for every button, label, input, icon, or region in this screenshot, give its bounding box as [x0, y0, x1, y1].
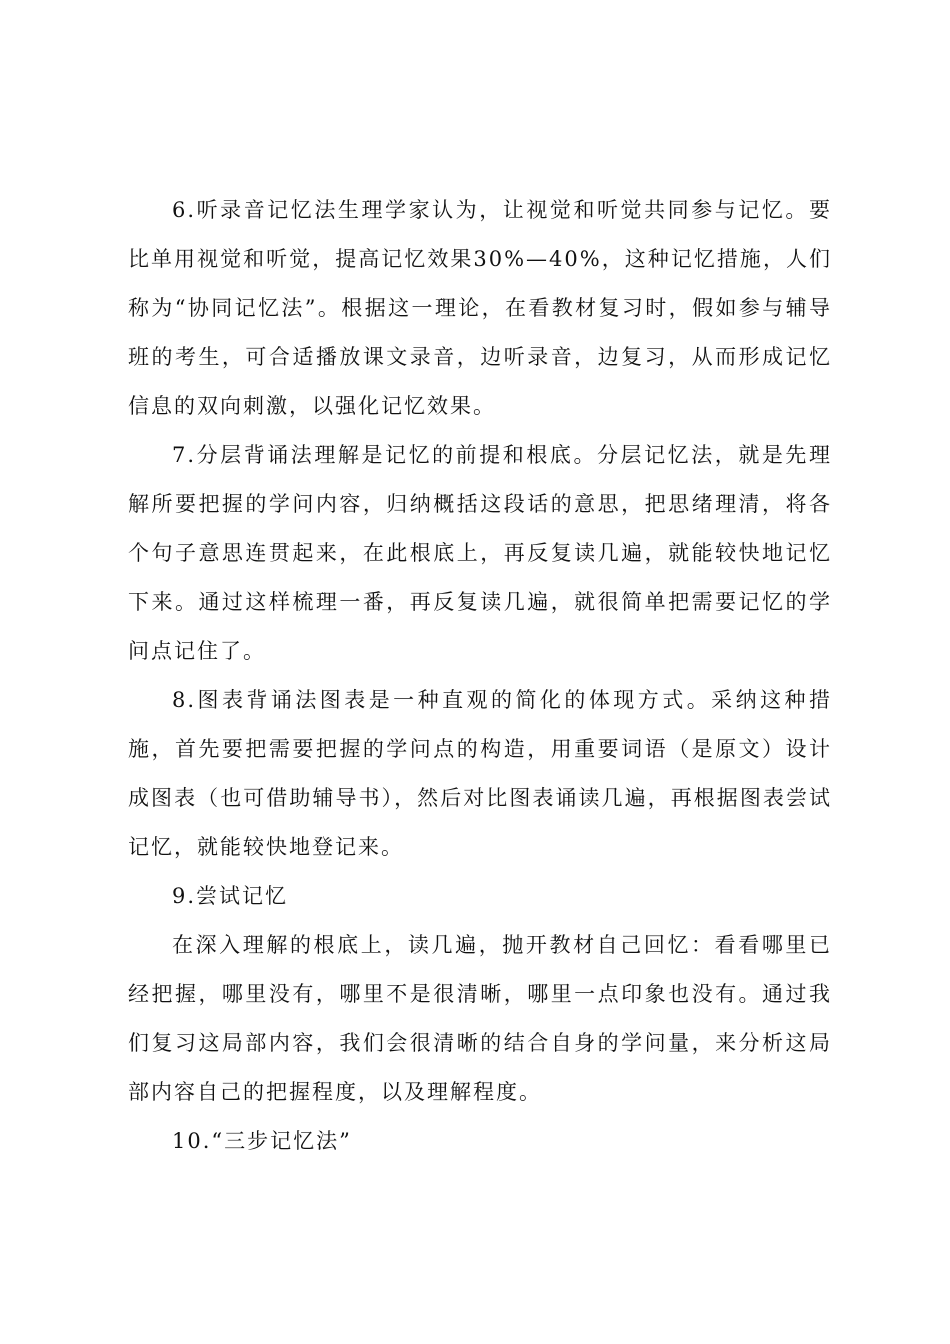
- paragraph-9: 在深入理解的根底上，读几遍，抛开教材自己回忆：看看哪里已经把握，哪里没有，哪里不是很清晰，哪里一点印象也没有。通过我们复习这局部内容，我们会很清晰的结合自身的学问量，来分析这局部内容自己的把握程度，以及理解程度。: [128, 933, 832, 1104]
- paragraph-8: 8.图表背诵法图表是一种直观的简化的体现方式。采纳这种措施，首先要把需要把握的学问点的构造，用重要词语（是原文）设计成图表（也可借助辅导书），然后对比图表诵读几遍，再根据图表尝试记忆，就能较快地登记来。: [128, 688, 832, 859]
- section-heading-10: 10.“三步记忆法”: [172, 1129, 352, 1153]
- paragraph-7: 7.分层背诵法理解是记忆的前提和根底。分层记忆法，就是先理解所要把握的学问内容，归纳概括这段话的意思，把思绪理清，将各个句子意思连贯起来，在此根底上，再反复读几遍，就能较快地记忆下来。通过这样梳理一番，再反复读几遍，就很简单把需要记忆的学问点记住了。: [128, 443, 832, 663]
- document-body: [128, 186, 832, 1166]
- section-heading-9: 9.尝试记忆: [172, 884, 289, 908]
- paragraph-6: 6.听录音记忆法生理学家认为，让视觉和听觉共同参与记忆。要比单用视觉和听觉，提高记忆效果30%—40%，这种记忆措施，人们称为“协同记忆法”。根据这一理论，在看教材复习时，假如参与辅导班的考生，可合适播放课文录音，边听录音，边复习，从而形成记忆信息的双向刺激，以强化记忆效果。: [128, 198, 832, 418]
